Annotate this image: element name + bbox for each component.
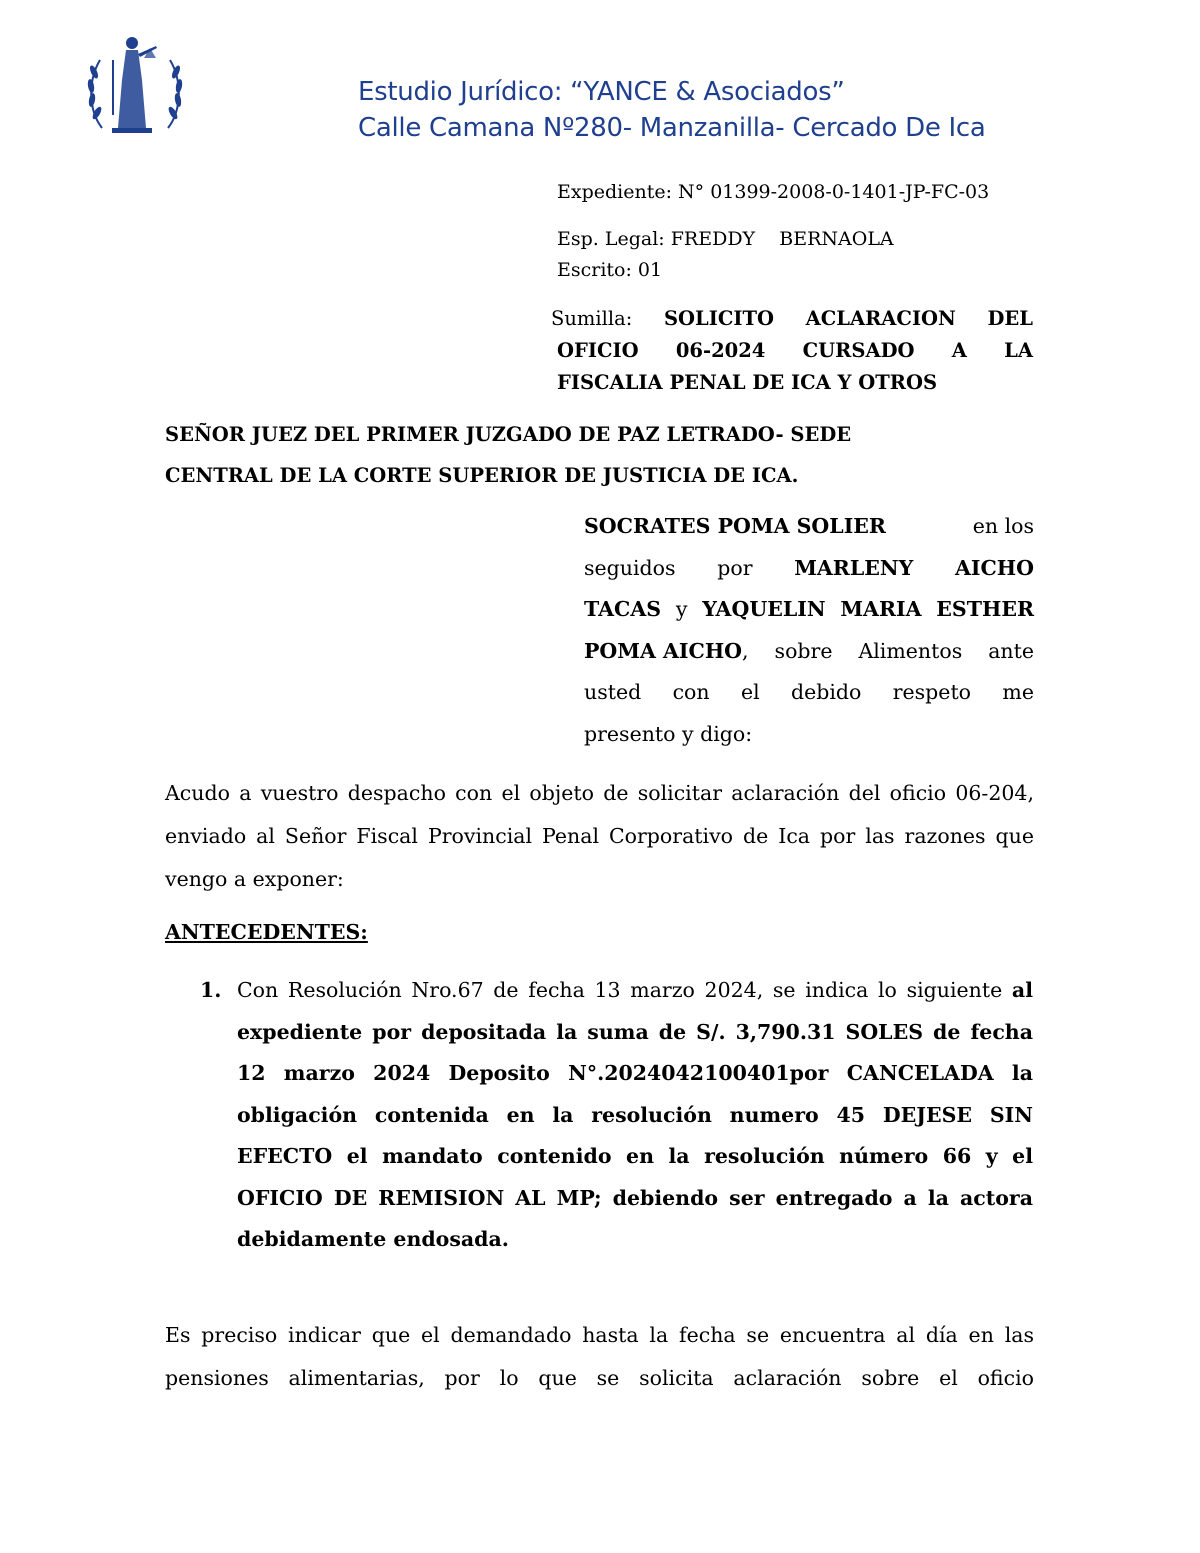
addressee-line1: SEÑOR JUEZ DEL PRIMER JUZGADO DE PAZ LETRADO- SEDE: [165, 423, 852, 446]
paragraph-text: Es preciso indicar que el demandado hasta la fecha se encuentra al día en las pensiones alimentarias, por lo que se solicita aclaración sobre el oficio: [165, 1323, 1034, 1390]
sumilla-word: CURSADO: [802, 339, 915, 362]
intro-party-word: POMA AICHO,: [584, 638, 749, 663]
addressee-line2: CENTRAL DE LA CORTE SUPERIOR DE JUSTICIA DE ICA.: [165, 464, 799, 487]
section-heading: ANTECEDENTES:: [165, 920, 368, 944]
intro-party-word: MARLENY: [794, 555, 914, 580]
sumilla-word: SOLICITO: [663, 307, 774, 330]
list-item-number: 1.: [200, 978, 222, 1002]
intro-word: y: [675, 597, 688, 621]
sumilla: [551, 303, 1033, 399]
intro-party-word: TACAS: [584, 597, 662, 621]
intro-word: debido: [790, 680, 862, 704]
sumilla-label: Sumilla:: [551, 307, 633, 330]
petitioner-intro: [584, 506, 1034, 755]
intro-word: presento y digo:: [584, 721, 753, 746]
paragraph-continuation: [165, 1314, 1034, 1400]
sumilla-line3: FISCALIA PENAL DE ICA Y OTROS: [557, 371, 938, 394]
intro-party-word: ESTHER: [936, 597, 1034, 621]
paragraph-intro: [165, 772, 1034, 901]
list-item-lead: Con Resolución Nro.67 de fecha 13 marzo 2024, se indica lo siguiente: [237, 978, 1003, 1002]
intro-word: seguidos: [584, 555, 676, 580]
sumilla-word: LA: [1004, 339, 1033, 362]
addressee: [165, 414, 965, 496]
intro-word: ante: [988, 638, 1034, 663]
esp-legal: Esp. Legal: FREDDY BERNAOLA: [557, 228, 894, 250]
firm-address: Calle Camana Nº280- Manzanilla- Cercado De Ica: [358, 113, 986, 143]
sumilla-word: 06-2024: [675, 339, 766, 362]
sumilla-word: A: [951, 339, 967, 362]
intro-party-word: MARIA: [840, 597, 922, 621]
intro-party-word: AICHO: [954, 555, 1034, 580]
intro-word: Alimentos: [858, 638, 963, 663]
escrito-number: Escrito: 01: [557, 259, 663, 281]
firm-name: Estudio Jurídico: “YANCE & Asociados”: [358, 77, 845, 107]
petitioner-name: SOCRATES POMA SOLIER: [584, 514, 886, 538]
list-item-bold: al expediente por depositada la suma de S/. 3,790.31 SOLES de fecha 12 marzo 2024 Deposito N°.2024042100401por CANCELADA la obligación contenida en la resolución numero 45 DEJESE SIN EFECTO el mandato contenido en la resolución número 66 y el OFICIO DE REMISION AL MP; debiendo ser entregado a la actora debidamente endosada.: [237, 978, 1033, 1251]
paragraph-text: Acudo a vuestro despacho con el objeto de solicitar aclaración del oficio 06-204, enviado al Señor Fiscal Provincial Penal Corporativo de Ica por las razones que vengo a exponer:: [165, 781, 1034, 891]
intro-word: sobre: [774, 638, 833, 663]
intro-word: usted: [584, 680, 642, 704]
sumilla-word: DEL: [987, 307, 1033, 330]
sumilla-word: OFICIO: [557, 339, 639, 362]
list-item: [237, 970, 1033, 1261]
intro-word: con: [672, 680, 710, 704]
sumilla-word: ACLARACION: [805, 307, 956, 330]
intro-word: el: [740, 680, 760, 704]
expediente-number: Expediente: N° 01399-2008-0-1401-JP-FC-03: [557, 181, 990, 203]
justice-figure-laurel-icon: [82, 30, 188, 138]
letterhead: [358, 74, 986, 146]
intro-text: en los: [972, 514, 1034, 538]
intro-party-word: YAQUELIN: [702, 597, 826, 621]
intro-word: por: [717, 555, 753, 580]
intro-word: respeto: [892, 680, 972, 704]
intro-word: me: [1002, 680, 1034, 704]
